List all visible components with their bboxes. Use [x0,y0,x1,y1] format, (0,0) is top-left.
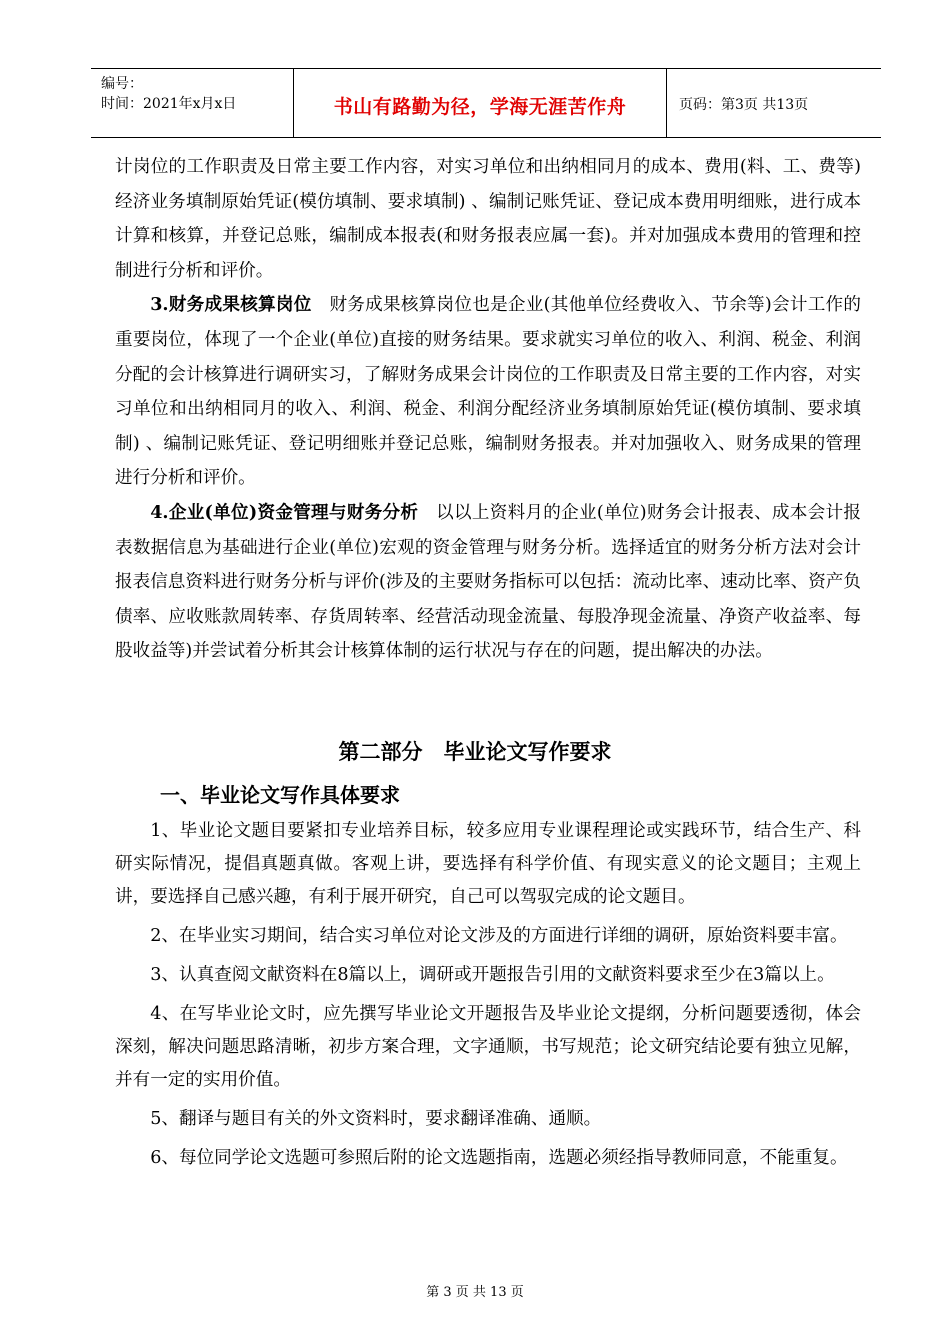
time-label: 时间：2021年x月x日 [101,96,237,112]
requirement-item: 1、毕业论文题目要紧扣专业培养目标，较多应用专业课程理论或实践环节，结合生产、科研实际情况，提倡真题真做。客观上讲，要选择有科学价值、有现实意义的论文题目；主观上讲，要选择自己感兴趣，有利于展开研究，自己可以驾驭完成的论文题目。 [115,821,861,907]
requirement-item: 3、认真查阅文献资料在8篇以上，调研或开题报告引用的文献资料要求至少在3篇以上。 [150,965,835,985]
header-page-label: 页码：第3页 共13页 [679,97,809,113]
item3-text: 财务成果核算岗位也是企业(其他单位经费收入、节余等)会计工作的重要岗位，体现了一个企业(单位)直接的财务结果。要求就实习单位的收入、利润、税金、利润分配的会计核算进行调研实习，了解财务成果会计岗位的工作职责及日常主要的工作内容，对实习单位和出纳相同月的收入、利润、税金、利润分配经济业务填制原始凭证(模仿填制、要求填制) 、编制记账凭证、登记明细账并登记总账，编制财务报表。并对加强收入、财务成果的管理进行分析和评价。 [115,295,861,489]
header-center-cell [294,69,667,137]
requirement-item: 2、在毕业实习期间，结合实习单位对论文涉及的方面进行详细的调研，原始资料要丰富。 [150,926,848,946]
requirement-item: 6、每位同学论文选题可参照后附的论文选题指南，选题必须经指导教师同意，不能重复。 [150,1148,848,1168]
requirement-item: 5、翻译与题目有关的外文资料时，要求翻译准确、通顺。 [150,1109,602,1129]
requirement-item: 4、在写毕业论文时，应先撰写毕业论文开题报告及毕业论文提纲，分析问题要透彻，体会深刻，解决问题思路清晰，初步方案合理，文字通顺，书写规范；论文研究结论要有独立见解，并有一定的实用价值。 [115,1004,861,1090]
paragraph-continuation: 计岗位的工作职责及日常主要工作内容，对实习单位和出纳相同月的成本、费用(料、工、费等)经济业务填制原始凭证(模仿填制、要求填制) 、编制记账凭证、登记成本费用明细账，进行成本计算和核算，并登记总账，编制成本报表(和财务报表应属一套)。并对加强成本费用的管理和控制进行分析和评价。 [115,157,861,281]
number-label: 编号： [101,76,143,92]
item3-title: 3.财务成果核算岗位 [150,294,312,316]
section1-body [115,150,861,669]
header-right-cell [667,69,881,137]
paragraph-item3 [115,288,861,496]
page-footer: 第 3 页 共 13 页 [426,1285,524,1300]
paragraph-item4 [115,496,861,669]
part2-title: 第二部分 毕业论文写作要求 [338,739,612,764]
motto: 书山有路勤为径，学海无涯苦作舟 [333,96,627,118]
part2-subtitle: 一、毕业论文写作具体要求 [160,783,400,807]
item4-text: 以以上资料月的企业(单位)财务会计报表、成本会计报表数据信息为基础进行企业(单位)宏观的资金管理与财务分析。选择适宜的财务分析方法对会计报表信息资料进行财务分析与评价(涉及的主要财务指标可以包括：流动比率、速动比率、资产负债率、应收账款周转率、存货周转率、经营活动现金流量、每股净现金流量、净资产收益率、每股收益等)并尝试着分析其会计核算体制的运行状况与存在的问题，提出解决的办法。 [115,502,861,662]
part2-body [115,815,861,1181]
item4-title: 4.企业(单位)资金管理与财务分析 [150,501,419,523]
header-left-cell [91,69,294,137]
page-header [91,68,881,138]
